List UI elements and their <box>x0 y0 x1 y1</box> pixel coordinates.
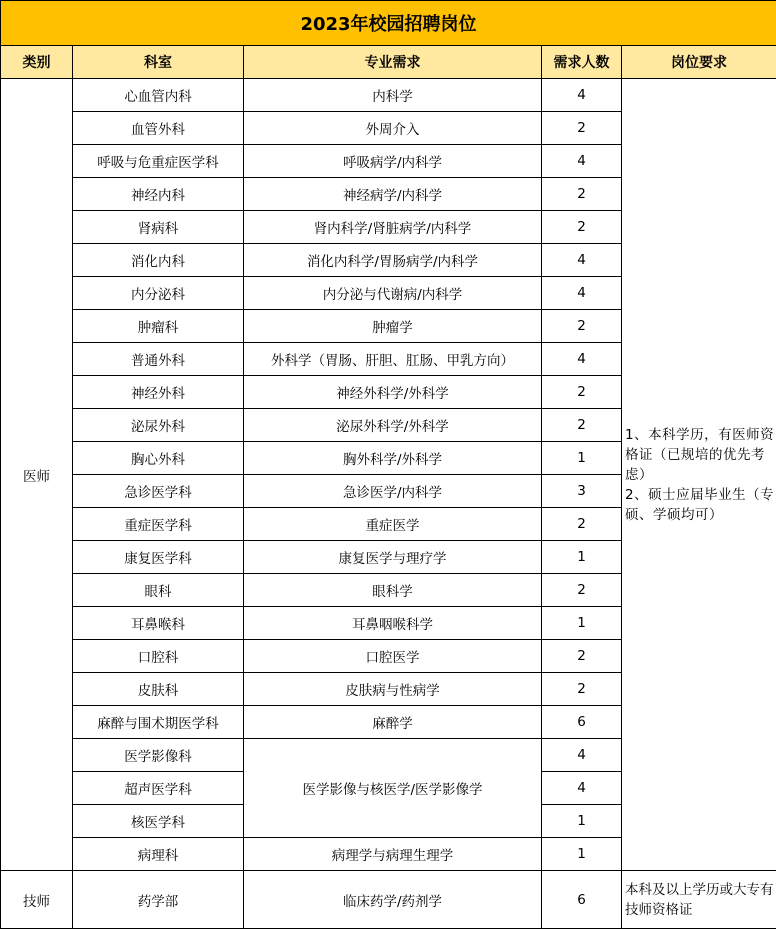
count-cell: 2 <box>542 640 622 673</box>
dept-cell: 心血管内科 <box>73 79 244 112</box>
count-cell: 2 <box>542 211 622 244</box>
count-cell: 2 <box>542 178 622 211</box>
major-cell: 临床药学/药剂学 <box>244 871 542 929</box>
requirement-cell-doctor: 1、本科学历，有医师资格证（已规培的优先考虑） 2、硕士应届毕业生（专硕、学硕均可） <box>622 79 776 871</box>
dept-cell: 呼吸与危重症医学科 <box>73 145 244 178</box>
major-cell: 耳鼻咽喉科学 <box>244 607 542 640</box>
dept-cell: 口腔科 <box>73 640 244 673</box>
major-cell: 消化内科学/胃肠病学/内科学 <box>244 244 542 277</box>
dept-cell: 神经外科 <box>73 376 244 409</box>
dept-cell: 医学影像科 <box>73 739 244 772</box>
dept-cell: 血管外科 <box>73 112 244 145</box>
requirement-cell-technician: 本科及以上学历或大专有技师资格证 <box>622 871 776 929</box>
major-cell: 麻醉学 <box>244 706 542 739</box>
dept-cell: 药学部 <box>73 871 244 929</box>
count-cell: 4 <box>542 79 622 112</box>
dept-cell: 肿瘤科 <box>73 310 244 343</box>
major-cell: 眼科学 <box>244 574 542 607</box>
dept-cell: 眼科 <box>73 574 244 607</box>
count-cell: 1 <box>542 805 622 838</box>
dept-cell: 皮肤科 <box>73 673 244 706</box>
dept-cell: 康复医学科 <box>73 541 244 574</box>
count-cell: 4 <box>542 772 622 805</box>
major-cell: 呼吸病学/内科学 <box>244 145 542 178</box>
major-cell: 肾内科学/肾脏病学/内科学 <box>244 211 542 244</box>
table-row <box>1 871 776 929</box>
count-cell: 2 <box>542 310 622 343</box>
header-requirement: 岗位要求 <box>622 46 776 79</box>
count-cell: 1 <box>542 442 622 475</box>
header-category: 类别 <box>1 46 73 79</box>
count-cell: 1 <box>542 541 622 574</box>
dept-cell: 泌尿外科 <box>73 409 244 442</box>
major-cell: 神经病学/内科学 <box>244 178 542 211</box>
major-cell: 外科学（胃肠、肝胆、肛肠、甲乳方向） <box>244 343 542 376</box>
major-cell: 外周介入 <box>244 112 542 145</box>
header-major: 专业需求 <box>244 46 542 79</box>
major-cell: 内分泌与代谢病/内科学 <box>244 277 542 310</box>
major-cell: 胸外科学/外科学 <box>244 442 542 475</box>
count-cell: 6 <box>542 706 622 739</box>
count-cell: 4 <box>542 343 622 376</box>
count-cell: 2 <box>542 112 622 145</box>
major-cell: 泌尿外科学/外科学 <box>244 409 542 442</box>
dept-cell: 急诊医学科 <box>73 475 244 508</box>
count-cell: 2 <box>542 574 622 607</box>
major-cell: 急诊医学/内科学 <box>244 475 542 508</box>
dept-cell: 普通外科 <box>73 343 244 376</box>
dept-cell: 耳鼻喉科 <box>73 607 244 640</box>
dept-cell: 重症医学科 <box>73 508 244 541</box>
table-title: 2023年校园招聘岗位 <box>1 1 776 46</box>
count-cell: 2 <box>542 409 622 442</box>
count-cell: 2 <box>542 376 622 409</box>
major-cell: 康复医学与理疗学 <box>244 541 542 574</box>
major-cell: 皮肤病与性病学 <box>244 673 542 706</box>
count-cell: 4 <box>542 739 622 772</box>
dept-cell: 病理科 <box>73 838 244 871</box>
major-cell: 病理学与病理生理学 <box>244 838 542 871</box>
count-cell: 2 <box>542 508 622 541</box>
table-row <box>1 79 776 112</box>
major-cell: 神经外科学/外科学 <box>244 376 542 409</box>
count-cell: 4 <box>542 145 622 178</box>
dept-cell: 内分泌科 <box>73 277 244 310</box>
major-cell: 内科学 <box>244 79 542 112</box>
major-cell-merged: 医学影像与核医学/医学影像学 <box>244 739 542 838</box>
count-cell: 4 <box>542 244 622 277</box>
major-cell: 口腔医学 <box>244 640 542 673</box>
dept-cell: 肾病科 <box>73 211 244 244</box>
count-cell: 4 <box>542 277 622 310</box>
dept-cell: 胸心外科 <box>73 442 244 475</box>
category-cell-doctor: 医师 <box>1 79 73 871</box>
dept-cell: 核医学科 <box>73 805 244 838</box>
major-cell: 肿瘤学 <box>244 310 542 343</box>
header-department: 科室 <box>73 46 244 79</box>
count-cell: 3 <box>542 475 622 508</box>
major-cell: 重症医学 <box>244 508 542 541</box>
count-cell: 1 <box>542 838 622 871</box>
dept-cell: 神经内科 <box>73 178 244 211</box>
count-cell: 6 <box>542 871 622 929</box>
header-count: 需求人数 <box>542 46 622 79</box>
dept-cell: 消化内科 <box>73 244 244 277</box>
dept-cell: 超声医学科 <box>73 772 244 805</box>
count-cell: 2 <box>542 673 622 706</box>
category-cell-technician: 技师 <box>1 871 73 929</box>
dept-cell: 麻醉与围术期医学科 <box>73 706 244 739</box>
count-cell: 1 <box>542 607 622 640</box>
